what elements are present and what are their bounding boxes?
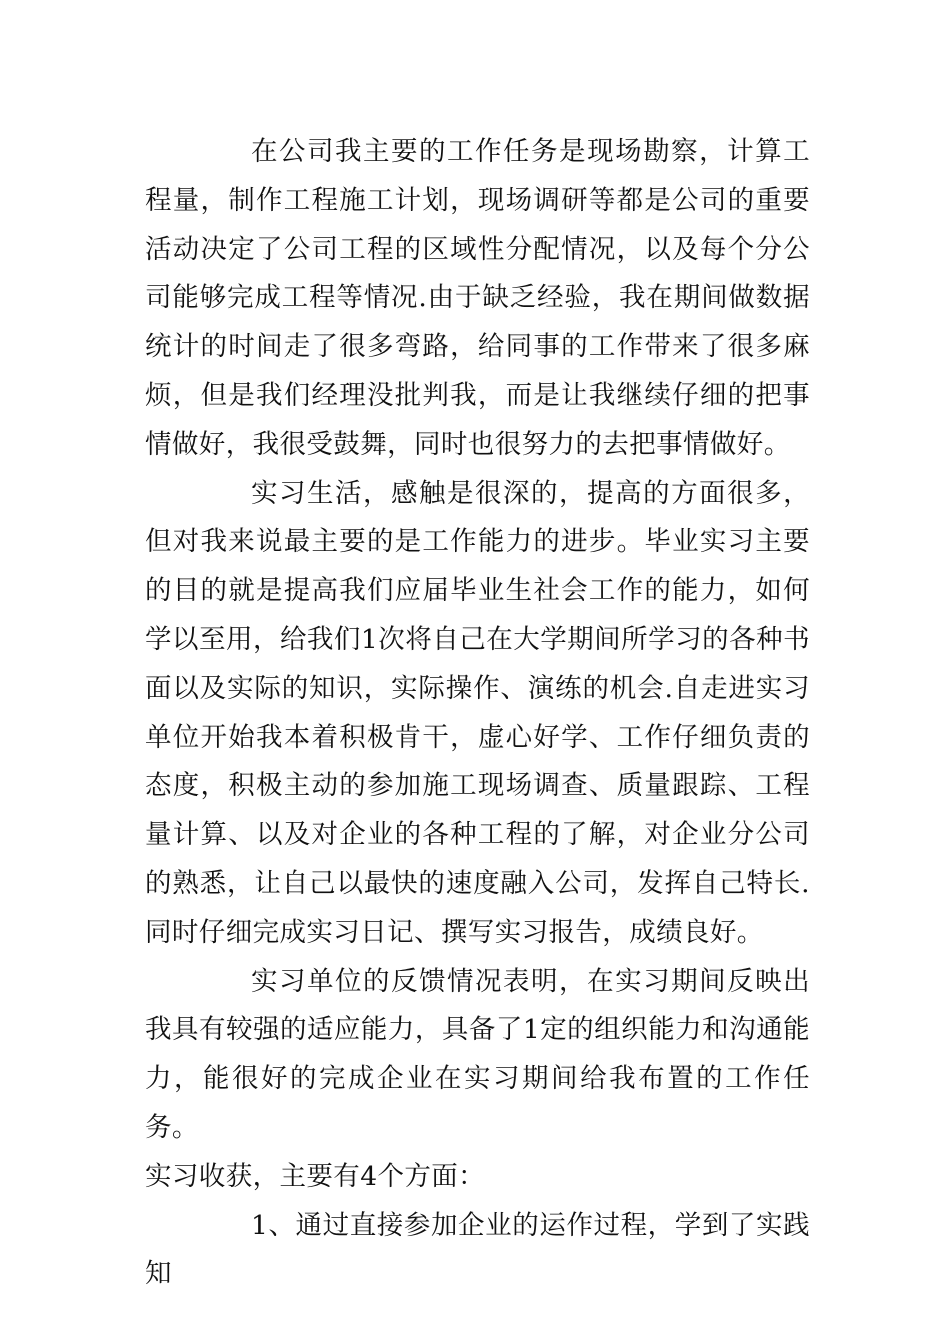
paragraph-internship-life: 实习生活，感触是很深的，提高的方面很多，但对我来说最主要的是工作能力的进步。毕业实习主要的目的就是提高我们应届毕业生社会工作的能力，如何学以至用，给我们1次将自己在大学期间所学习的各种书面以及实际的知识，实际操作、演练的机会.自走进实习单位开始我本着积极肯干，虚心好学、工作仔细负责的态度，积极主动的参加施工现场调查、质量跟踪、工程量计算、以及对企业的各种工程的了解，对企业分公司的熟悉，让自己以最快的速度融入公司，发挥自己特长.同时仔细完成实习日记、撰写实习报告，成绩良好。 (145, 477, 810, 948)
document-body (145, 128, 810, 1299)
paragraph-feedback: 实习单位的反馈情况表明，在实习期间反映出我具有较强的适应能力，具备了1定的组织能力和沟通能力，能很好的完成企业在实习期间给我布置的工作任务。 (145, 965, 810, 1143)
paragraph-gains-heading: 实习收获，主要有4个方面： (145, 1160, 486, 1192)
paragraph-work-tasks: 在公司我主要的工作任务是现场勘察，计算工程量，制作工程施工计划，现场调研等都是公司的重要活动决定了公司工程的区域性分配情况，以及每个分公司能够完成工程等情况.由于缺乏经验，我在期间做数据统计的时间走了很多弯路，给同事的工作带来了很多麻烦，但是我们经理没批判我，而是让我继续仔细的把事情做好，我很受鼓舞，同时也很努力的去把事情做好。 (145, 136, 810, 460)
paragraph-gain-item-1: 1、通过直接参加企业的运作过程，学到了实践知 (145, 1209, 810, 1290)
